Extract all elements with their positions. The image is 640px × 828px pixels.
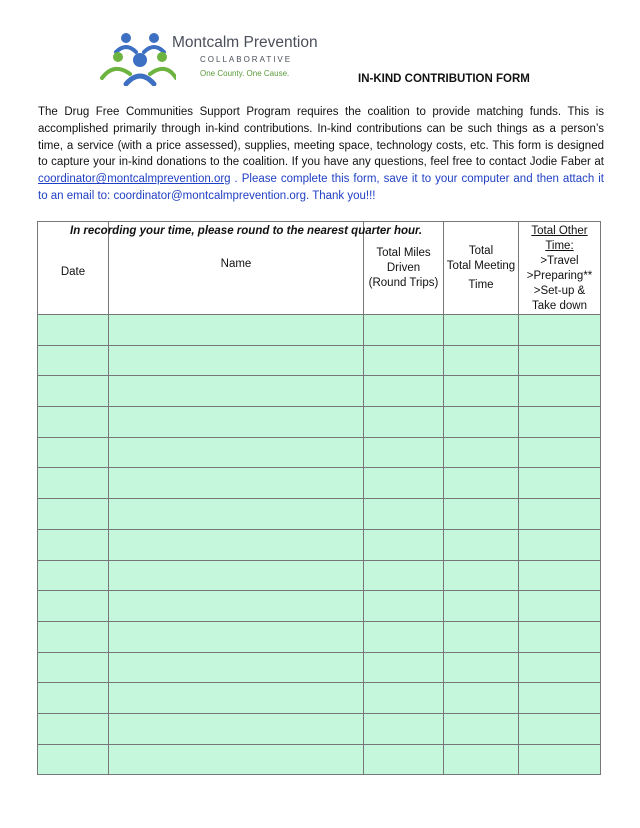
date-cell[interactable] xyxy=(38,621,109,652)
miles-cell[interactable] xyxy=(364,621,444,652)
column-meeting xyxy=(444,222,519,315)
name-cell[interactable] xyxy=(109,437,364,468)
people-icon xyxy=(96,30,176,86)
column-miles-line: Total Miles xyxy=(376,246,431,259)
other-cell[interactable] xyxy=(519,560,601,591)
logo-name: Montcalm Prevention xyxy=(172,34,318,51)
other-cell[interactable] xyxy=(519,683,601,714)
form-title: IN-KIND CONTRIBUTION FORM xyxy=(358,73,530,85)
date-cell[interactable] xyxy=(38,345,109,376)
intro-paragraph xyxy=(38,104,604,205)
meeting-cell[interactable] xyxy=(444,407,519,438)
thank-you-text: . Thank you!!! xyxy=(306,189,376,202)
other-cell[interactable] xyxy=(519,591,601,622)
email-text: coordinator@montcalmprevention.org xyxy=(113,189,307,202)
column-meeting-line: Total xyxy=(468,244,494,257)
other-cell[interactable] xyxy=(519,652,601,683)
other-cell[interactable] xyxy=(519,315,601,346)
meeting-cell[interactable] xyxy=(444,621,519,652)
meeting-cell[interactable] xyxy=(444,591,519,622)
column-other-title: Time: xyxy=(545,240,574,252)
table-body xyxy=(38,315,601,775)
contribution-table xyxy=(37,221,601,775)
meeting-cell[interactable] xyxy=(444,499,519,530)
date-cell[interactable] xyxy=(38,652,109,683)
name-cell[interactable] xyxy=(109,652,364,683)
other-cell[interactable] xyxy=(519,345,601,376)
date-cell[interactable] xyxy=(38,468,109,499)
date-cell[interactable] xyxy=(38,529,109,560)
table-row xyxy=(38,529,601,560)
logo xyxy=(96,30,326,86)
logo-subtitle: COLLABORATIVE xyxy=(200,55,293,64)
miles-cell[interactable] xyxy=(364,529,444,560)
name-cell[interactable] xyxy=(109,407,364,438)
other-cell[interactable] xyxy=(519,713,601,744)
column-other-item: >Set-up & xyxy=(533,285,586,297)
date-cell[interactable] xyxy=(38,560,109,591)
name-cell[interactable] xyxy=(109,499,364,530)
miles-cell[interactable] xyxy=(364,468,444,499)
date-cell[interactable] xyxy=(38,376,109,407)
miles-cell[interactable] xyxy=(364,315,444,346)
column-other-item: >Travel xyxy=(540,255,579,267)
table-row xyxy=(38,499,601,530)
date-cell[interactable] xyxy=(38,744,109,775)
name-cell[interactable] xyxy=(109,529,364,560)
table-row xyxy=(38,652,601,683)
table-row xyxy=(38,591,601,622)
meeting-cell[interactable] xyxy=(444,652,519,683)
meeting-cell[interactable] xyxy=(444,560,519,591)
logo-tagline: One County. One Cause. xyxy=(200,69,290,78)
other-cell[interactable] xyxy=(519,499,601,530)
name-cell[interactable] xyxy=(109,468,364,499)
table-row xyxy=(38,376,601,407)
instructions-text: . Please complete this form, save it to your computer and then attach it to an email to: xyxy=(38,173,604,202)
other-cell[interactable] xyxy=(519,744,601,775)
name-cell[interactable] xyxy=(109,376,364,407)
table-header-row xyxy=(38,222,601,315)
table-row xyxy=(38,437,601,468)
meeting-cell[interactable] xyxy=(444,468,519,499)
table-row xyxy=(38,560,601,591)
column-name-label: Name xyxy=(220,257,252,270)
email-link[interactable]: coordinator@montcalmprevention.org xyxy=(38,173,231,186)
date-cell[interactable] xyxy=(38,591,109,622)
date-cell[interactable] xyxy=(38,499,109,530)
other-cell[interactable] xyxy=(519,468,601,499)
miles-cell[interactable] xyxy=(364,652,444,683)
date-cell[interactable] xyxy=(38,683,109,714)
other-cell[interactable] xyxy=(519,621,601,652)
intro-text: The Drug Free Communities Support Program requires the coalition to provide matching funds. This is accomplished primarily through in-kind contributions. In-kind contributions can be such things as a person’s time, a service (with a price assessed), supplies, meeting space, technology costs, etc. This form is designed to capture your in-kind donations to the coalition. If you have any questions, feel free to contact Jodie Faber at xyxy=(38,106,604,169)
name-cell[interactable] xyxy=(109,683,364,714)
table-row xyxy=(38,683,601,714)
meeting-cell[interactable] xyxy=(444,437,519,468)
column-other-title: Total Other xyxy=(531,225,588,237)
date-cell[interactable] xyxy=(38,437,109,468)
rounding-note: In recording your time, please round to the nearest quarter hour. xyxy=(70,225,423,237)
name-cell[interactable] xyxy=(109,345,364,376)
miles-cell[interactable] xyxy=(364,499,444,530)
other-cell[interactable] xyxy=(519,437,601,468)
date-cell[interactable] xyxy=(38,713,109,744)
miles-cell[interactable] xyxy=(364,591,444,622)
meeting-cell[interactable] xyxy=(444,376,519,407)
table-row xyxy=(38,621,601,652)
column-other xyxy=(519,222,601,315)
miles-cell[interactable] xyxy=(364,683,444,714)
meeting-cell[interactable] xyxy=(444,713,519,744)
column-date-label: Date xyxy=(60,265,86,278)
table-row xyxy=(38,315,601,346)
column-meeting-line: Time xyxy=(468,278,494,291)
miles-cell[interactable] xyxy=(364,560,444,591)
meeting-cell[interactable] xyxy=(444,315,519,346)
miles-cell[interactable] xyxy=(364,345,444,376)
other-cell[interactable] xyxy=(519,376,601,407)
name-cell[interactable] xyxy=(109,744,364,775)
miles-cell[interactable] xyxy=(364,437,444,468)
miles-cell[interactable] xyxy=(364,376,444,407)
table-row xyxy=(38,744,601,775)
table-row xyxy=(38,468,601,499)
column-other-item: Take down xyxy=(532,300,587,312)
miles-cell[interactable] xyxy=(364,744,444,775)
meeting-cell[interactable] xyxy=(444,345,519,376)
date-cell[interactable] xyxy=(38,407,109,438)
meeting-cell[interactable] xyxy=(444,683,519,714)
miles-cell[interactable] xyxy=(364,713,444,744)
name-cell[interactable] xyxy=(109,591,364,622)
name-cell[interactable] xyxy=(109,560,364,591)
meeting-cell[interactable] xyxy=(444,744,519,775)
table-row xyxy=(38,345,601,376)
column-miles-line: (Round Trips) xyxy=(368,276,439,289)
date-cell[interactable] xyxy=(38,315,109,346)
name-cell[interactable] xyxy=(109,713,364,744)
column-miles-line: Driven xyxy=(386,261,421,274)
other-cell[interactable] xyxy=(519,407,601,438)
name-cell[interactable] xyxy=(109,315,364,346)
column-other-item: >Preparing** xyxy=(526,270,593,282)
column-meeting-line: Total Meeting xyxy=(446,259,516,272)
table-row xyxy=(38,407,601,438)
name-cell[interactable] xyxy=(109,621,364,652)
table-row xyxy=(38,713,601,744)
meeting-cell[interactable] xyxy=(444,529,519,560)
miles-cell[interactable] xyxy=(364,407,444,438)
other-cell[interactable] xyxy=(519,529,601,560)
